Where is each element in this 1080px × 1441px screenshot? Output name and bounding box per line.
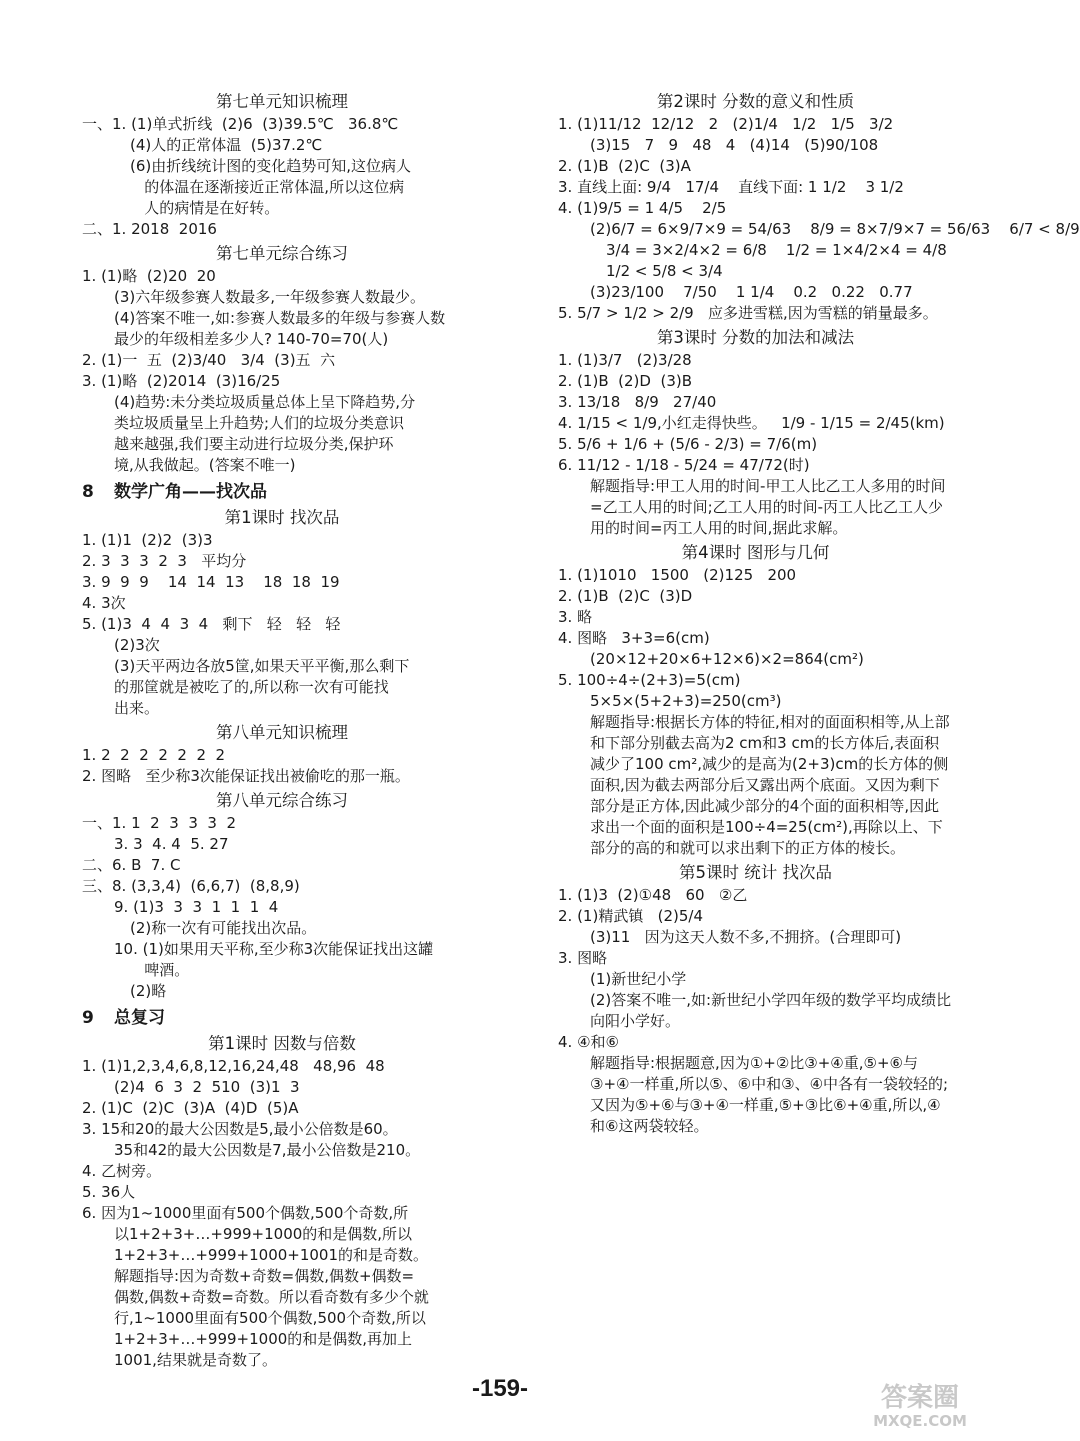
answer-line: (3)11 因为这天人数不多,不拥挤。(合理即可) [590,928,902,946]
answer-line: 2. (1)精武镇 (2)5/4 [558,907,704,925]
answer-line: 一、1. 1 2 3 3 3 2 [82,814,237,832]
answer-line: 5. 5/7 > 1/2 > 2/9 应多进雪糕,因为雪糕的销量最多。 [558,304,938,322]
answer-line: (2)称一次有可能找出次品。 [130,919,317,937]
answer-line: 1. (1)11/12 12/12 2 (2)1/4 1/2 1/5 3/2 [558,115,894,133]
answer-line: 2. 3 3 3 2 3 平均分 [82,552,247,570]
answer-line: (3)天平两边各放5筐,如果天平平衡,那么剩下 [114,657,410,675]
answer-line: 1+2+3+…+999+1000的和是偶数,再加上 [114,1330,413,1348]
answer-line: 9. (1)3 3 3 1 1 1 4 [114,898,279,916]
right-column [558,88,1080,1137]
section-heading: 第八单元知识梳理 [216,723,348,742]
answer-line: 啤酒。 [130,961,190,979]
answer-line: 4. (1)9/5 = 1 4/5 2/5 [558,199,727,217]
answer-line: 2. (1)C (2)C (3)A (4)D (5)A [82,1099,299,1117]
answer-line: (4)趋势:未分类垃圾质量总体上呈下降趋势,分 [114,393,416,411]
answer-line: 2. (1)B (2)C (3)D [558,587,693,605]
answer-line: (2)6/7 = 6×9/7×9 = 54/63 8/9 = 8×7/9×7 = 56/63 6/7 < 8/9 [590,220,1080,238]
answer-line: (2)答案不唯一,如:新世纪小学四年级的数学平均成绩比向阳小学好。 [590,991,952,1030]
answer-line: 1. 2 2 2 2 2 2 2 [82,746,226,764]
answer-line: (1)新世纪小学 [590,970,687,988]
chapter-number: 9 [82,1008,94,1028]
answer-line: (4)答案不唯一,如:参赛人数最多的年级与参赛人数 [114,309,446,327]
answer-line: 2. (1)B (2)C (3)A [558,157,691,175]
answer-line: 4. 3次 [82,594,126,612]
chapter-number: 8 [82,482,94,502]
answer-line: 3. 略 [558,608,593,626]
chapter-heading [82,482,482,503]
answer-line: 10. (1)如果用天平称,至少称3次能保证找出这罐 [114,940,434,958]
section-heading: 第5课时 统计 找次品 [679,863,832,882]
watermark-logo [850,1376,990,1431]
answer-line: 出来。 [114,699,160,717]
answer-line: (3)15 7 9 48 4 (4)14 (5)90/108 [590,136,879,154]
section-heading: 第1课时 找次品 [224,508,340,527]
answer-line: 1. (1)1,2,3,4,6,8,12,16,24,48 48,96 48 [82,1057,385,1075]
answer-line: 三、8. (3,3,4) (6,6,7) (8,8,9) [82,877,300,895]
answer-line: 解题指导:根据题意,因为①+②比③+④重,⑤+⑥与③+④一样重,所以⑤、⑥中和③、④中各有一袋较轻的;又因为⑤+⑥与③+④一样重,⑤+③比⑥+④重,所以,④和⑥这两袋较轻。 [590,1054,949,1135]
answer-line: 1. (1)略 (2)20 20 [82,267,216,285]
answer-line: 6. 11/12 - 1/18 - 5/24 = 47/72(时) [558,456,810,474]
answer-line: 3. 3 4. 4 5. 27 [114,835,229,853]
section-heading: 第3课时 分数的加法和减法 [656,328,855,347]
answer-line: 2. (1)B (2)D (3)B [558,372,693,390]
svg-text:答案圈: 答案圈 [880,1383,960,1413]
answer-line: 3. 13/18 8/9 27/40 [558,393,717,411]
answer-line: 3/4 = 3×2/4×2 = 6/8 1/2 = 1×4/2×4 = 4/8 [606,241,947,259]
answer-line: 4. 1/15 < 1/9,小红走得快些。 1/9 - 1/15 = 2/45(km) [558,414,945,432]
answer-line: 5. 100÷4÷(2+3)=5(cm) [558,671,741,689]
section-heading: 第4课时 图形与几何 [681,543,830,562]
answer-line: (6)由折线统计图的变化趋势可知,这位病人 [130,157,412,175]
answer-line: 偶数,偶数+奇数=奇数。所以看奇数有多少个就 [114,1288,429,1306]
answer-line: 3. 直线上面: 9/4 17/4 直线下面: 1 1/2 3 1/2 [558,178,904,196]
chapter-heading [82,1008,482,1029]
page-number: -159- [471,1375,529,1402]
answer-line: 解题指导:根据长方体的特征,相对的面面积相等,从上部和下部分别截去高为2 cm和3 cm的长方体后,表面积减少了100 cm²,减少的是高为(2+3)cm的长方体的侧面积,因为截去两部分后又露出两个底面。又因为剩下部分是正方体,因此减少部分的4个面的面积相等,因此求出一个面的面积是100÷4=25(cm²),再除以上、下部分的高的和就可以求出剩下的正方体的棱长。 [590,713,950,857]
answer-line: 1. (1)1 (2)2 (3)3 [82,531,213,549]
section-heading: 第2课时 分数的意义和性质 [656,92,855,111]
answer-line: 二、1. 2018 2016 [82,220,217,238]
answer-line: 2. (1)一 五 (2)3/40 3/4 (3)五 六 [82,351,336,369]
answer-line: 2. 图略 至少称3次能保证找出被偷吃的那一瓶。 [82,767,410,785]
answer-line: 1. (1)3 (2)①48 60 ②乙 [558,886,748,904]
chapter-title: 数学广角——找次品 [114,482,267,502]
answer-line: 4. ④和⑥ [558,1033,619,1051]
answer-line: (3)23/100 7/50 1 1/4 0.2 0.22 0.77 [590,283,913,301]
section-heading: 第1课时 因数与倍数 [208,1034,356,1053]
answer-line: 解题指导:甲工人用的时间-甲工人比乙工人多用的时间=乙工人用的时间;乙工人用的时间-丙工人比乙工人少用的时间=丙工人用的时间,据此求解。 [590,477,946,537]
answer-line: 3. (1)略 (2)2014 (3)16/25 [82,372,281,390]
answer-line: 行,1~1000里面有500个偶数,500个奇数,所以 [114,1309,426,1327]
answer-line: 1+2+3+…+999+1000+1001的和是奇数。 [114,1246,429,1264]
answer-line: 一、1. (1)单式折线 (2)6 (3)39.5℃ 36.8℃ [82,115,399,133]
answer-line: 35和42的最大公因数是7,最小公倍数是210。 [114,1141,421,1159]
svg-text:MXQE.COM: MXQE.COM [873,1412,967,1430]
answer-line: 5. 36人 [82,1183,136,1201]
answer-line: 6. 因为1~1000里面有500个偶数,500个奇数,所 [82,1204,409,1222]
answer-line: 境,从我做起。(答案不唯一) [114,456,296,474]
answer-line: 类垃圾质量呈上升趋势;人们的垃圾分类意识 [114,414,405,432]
answer-line: 5×5×(5+2+3)=250(cm³) [590,692,782,710]
answer-line: 5. 5/6 + 1/6 + (5/6 - 2/3) = 7/6(m) [558,435,818,453]
answer-line: 4. 图略 3+3=6(cm) [558,629,710,647]
answer-line: 以1+2+3+…+999+1000的和是偶数,所以 [114,1225,413,1243]
answer-line: 3. 15和20的最大公因数是5,最小公倍数是60。 [82,1120,398,1138]
answer-line: 人的病情是在好转。 [130,199,280,217]
answer-line: 1. (1)3/7 (2)3/28 [558,351,692,369]
answer-line: 1. (1)1010 1500 (2)125 200 [558,566,797,584]
section-heading: 第七单元知识梳理 [216,92,348,111]
answer-line: (20×12+20×6+12×6)×2=864(cm²) [590,650,864,668]
section-heading: 第七单元综合练习 [216,244,348,263]
left-column [82,88,482,1371]
answer-line: 最少的年级相差多少人? 140-70=70(人) [114,330,389,348]
answer-line: 的那筐就是被吃了的,所以称一次有可能找 [114,678,389,696]
answer-line: 4. 乙树旁。 [82,1162,162,1180]
section-heading: 第八单元综合练习 [216,791,348,810]
answer-line: (2)4 6 3 2 510 (3)1 3 [114,1078,300,1096]
chapter-title: 总复习 [114,1008,165,1028]
answer-line: (3)六年级参赛人数最多,一年级参赛人数最少。 [114,288,426,306]
answer-line: 的体温在逐渐接近正常体温,所以这位病 [130,178,405,196]
answer-line: (4)人的正常体温 (5)37.2℃ [130,136,323,154]
answer-line: (2)略 [130,982,167,1000]
answer-line: 1/2 < 5/8 < 3/4 [606,262,723,280]
answer-line: 1001,结果就是奇数了。 [114,1351,277,1369]
answer-line: (2)3次 [114,636,160,654]
answer-line: 3. 图略 [558,949,608,967]
answer-line: 5. (1)3 4 4 3 4 剩下 轻 轻 轻 [82,615,341,633]
answer-line: 越来越强,我们要主动进行垃圾分类,保护环 [114,435,394,453]
answer-line: 3. 9 9 9 14 14 13 18 18 19 [82,573,340,591]
answer-line: 解题指导:因为奇数+奇数=偶数,偶数+偶数= [114,1267,415,1285]
answer-line: 二、6. B 7. C [82,856,181,874]
